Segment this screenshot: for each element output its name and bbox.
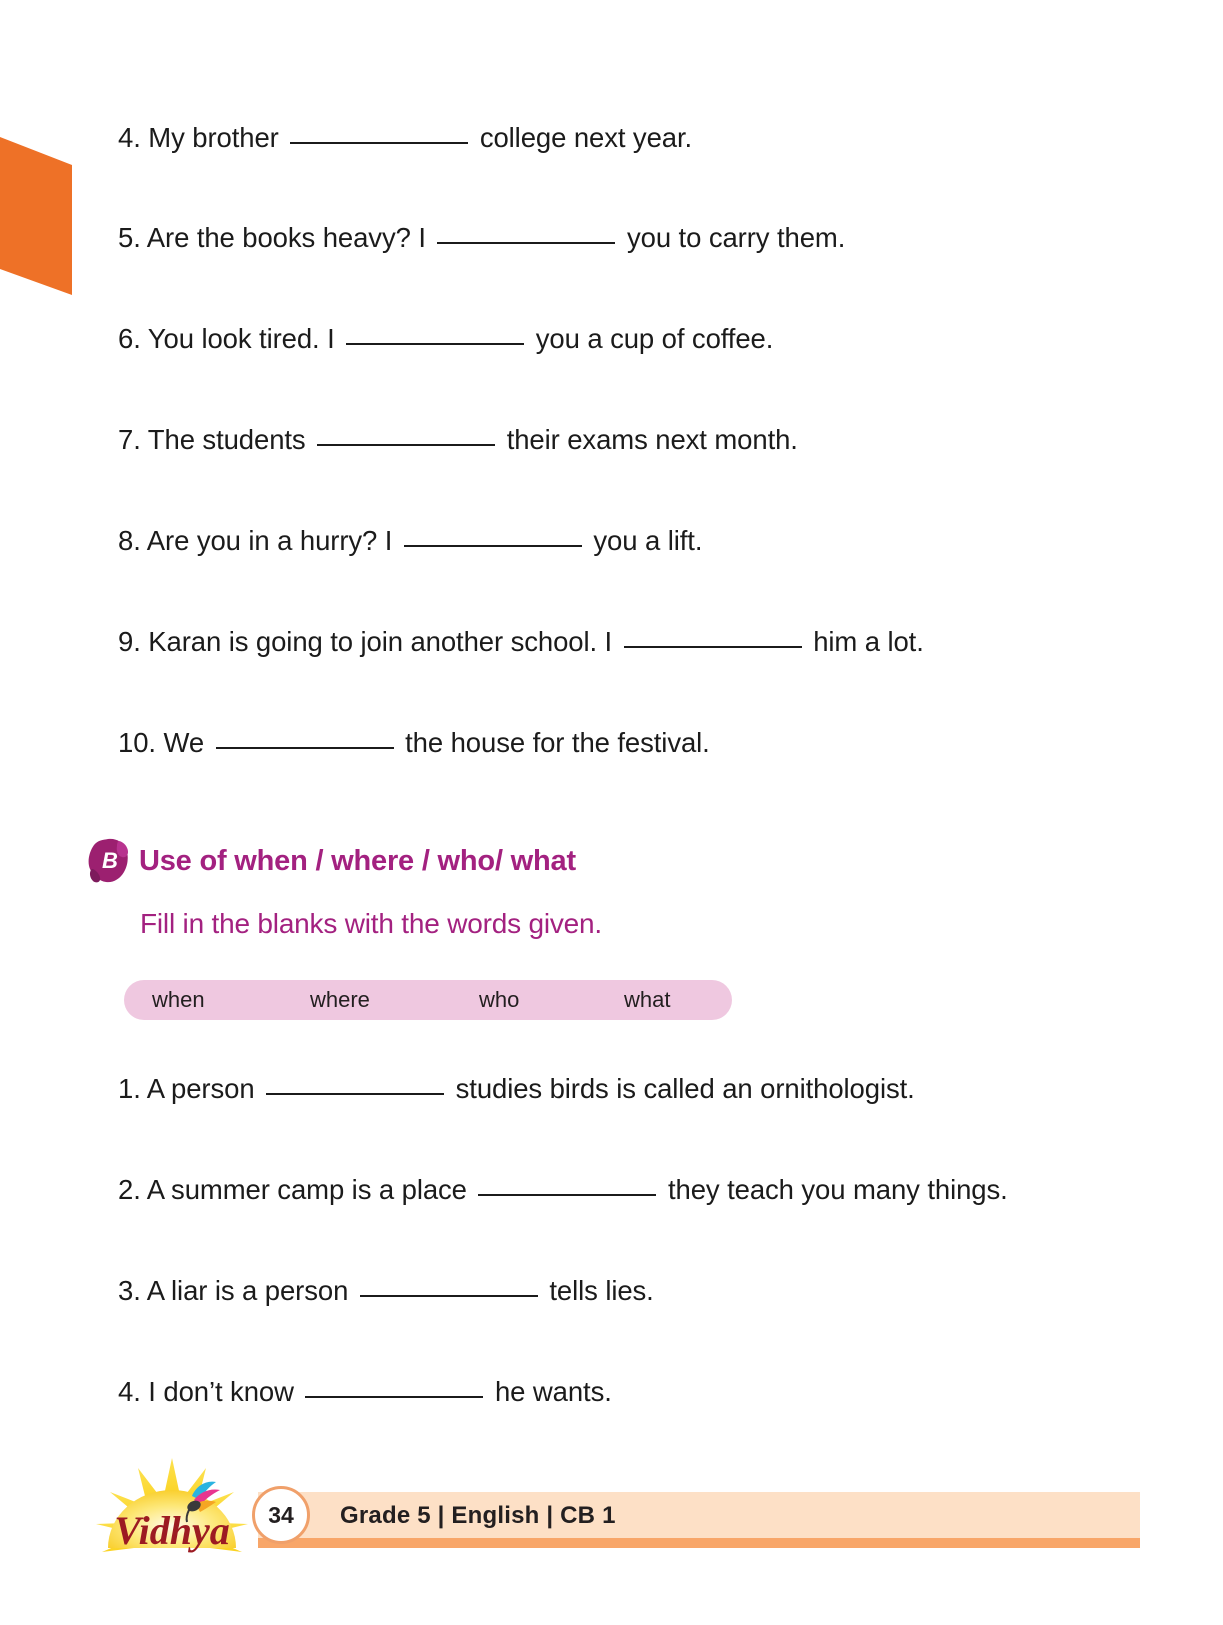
answer-blank[interactable]: [624, 646, 802, 648]
question-text-before: We: [163, 727, 205, 758]
question-number: 7.: [118, 424, 141, 455]
page-number: 34: [268, 1501, 294, 1528]
answer-blank[interactable]: [404, 545, 582, 547]
orange-decorative-tab: [0, 137, 82, 295]
question-number: 2.: [118, 1174, 141, 1205]
page-footer: [0, 1452, 1223, 1572]
question-text-before: A summer camp is a place: [146, 1174, 467, 1205]
section-b-instruction: Fill in the blanks with the words given.: [140, 908, 602, 939]
footer-label: Grade 5 | English | CB 1: [340, 1502, 616, 1529]
question-a-5: [118, 222, 845, 254]
question-a-8: [118, 525, 702, 557]
question-text-after: college next year.: [479, 122, 693, 153]
answer-blank[interactable]: [305, 1396, 483, 1398]
word-bank-item-where[interactable]: where: [310, 987, 370, 1012]
section-b-badge-letter: B: [102, 848, 118, 873]
answer-blank[interactable]: [266, 1093, 444, 1095]
logo-wordmark: Vidhya: [114, 1508, 230, 1553]
question-text-before: I don’t know: [148, 1376, 294, 1407]
word-bank-item-what[interactable]: what: [624, 987, 671, 1012]
question-text-before: My brother: [148, 122, 279, 153]
question-text-before: The students: [147, 424, 306, 455]
question-number: 4.: [118, 1376, 141, 1407]
question-text-after: studies birds is called an ornithologist.: [455, 1073, 915, 1104]
answer-blank[interactable]: [478, 1194, 656, 1196]
answer-blank[interactable]: [360, 1295, 538, 1297]
question-b-2: [118, 1174, 1008, 1206]
question-text-before: A person: [146, 1073, 255, 1104]
question-a-9: [118, 626, 924, 658]
question-text-before: A liar is a person: [146, 1275, 349, 1306]
question-text-after: he wants.: [494, 1376, 612, 1407]
answer-blank[interactable]: [437, 242, 615, 244]
question-number: 4.: [118, 122, 141, 153]
question-number: 10.: [118, 727, 156, 758]
vidhya-logo: [86, 1452, 258, 1572]
question-a-6: [118, 323, 773, 355]
word-bank: [124, 980, 732, 1020]
answer-blank[interactable]: [216, 747, 394, 749]
question-b-4: [118, 1376, 612, 1408]
question-number: 5.: [118, 222, 141, 253]
question-b-1: [118, 1073, 915, 1105]
question-number: 3.: [118, 1275, 141, 1306]
question-text-before: Are the books heavy? I: [146, 222, 426, 253]
footer-banner-shadow: [258, 1538, 1140, 1548]
question-b-3: [118, 1275, 654, 1307]
question-number: 9.: [118, 626, 141, 657]
question-text-after: you a lift.: [593, 525, 703, 556]
word-bank-item-when[interactable]: when: [152, 987, 205, 1012]
question-text-after: you a cup of coffee.: [535, 323, 774, 354]
section-b-title: Use of when / where / who/ what: [139, 844, 576, 877]
question-text-after: the house for the festival.: [405, 727, 710, 758]
question-text-after: their exams next month.: [506, 424, 798, 455]
question-text-after: they teach you many things.: [667, 1174, 1008, 1205]
section-b-heading: [88, 838, 576, 884]
question-a-4: [118, 122, 692, 154]
answer-blank[interactable]: [317, 444, 495, 446]
question-number: 8.: [118, 525, 141, 556]
question-text-before: Are you in a hurry? I: [146, 525, 393, 556]
question-text-after: him a lot.: [813, 626, 924, 657]
word-bank-item-who[interactable]: who: [479, 987, 520, 1012]
question-text-after: you to carry them.: [626, 222, 846, 253]
question-text-before: You look tired. I: [147, 323, 335, 354]
question-number: 6.: [118, 323, 141, 354]
question-a-10: [118, 727, 710, 759]
question-number: 1.: [118, 1073, 141, 1104]
question-text-after: tells lies.: [549, 1275, 654, 1306]
section-b-badge-icon: [88, 838, 130, 884]
answer-blank[interactable]: [346, 343, 524, 345]
answer-blank[interactable]: [290, 142, 468, 144]
question-text-before: Karan is going to join another school. I: [148, 626, 613, 657]
question-a-7: [118, 424, 798, 456]
page-number-badge: [252, 1486, 310, 1544]
